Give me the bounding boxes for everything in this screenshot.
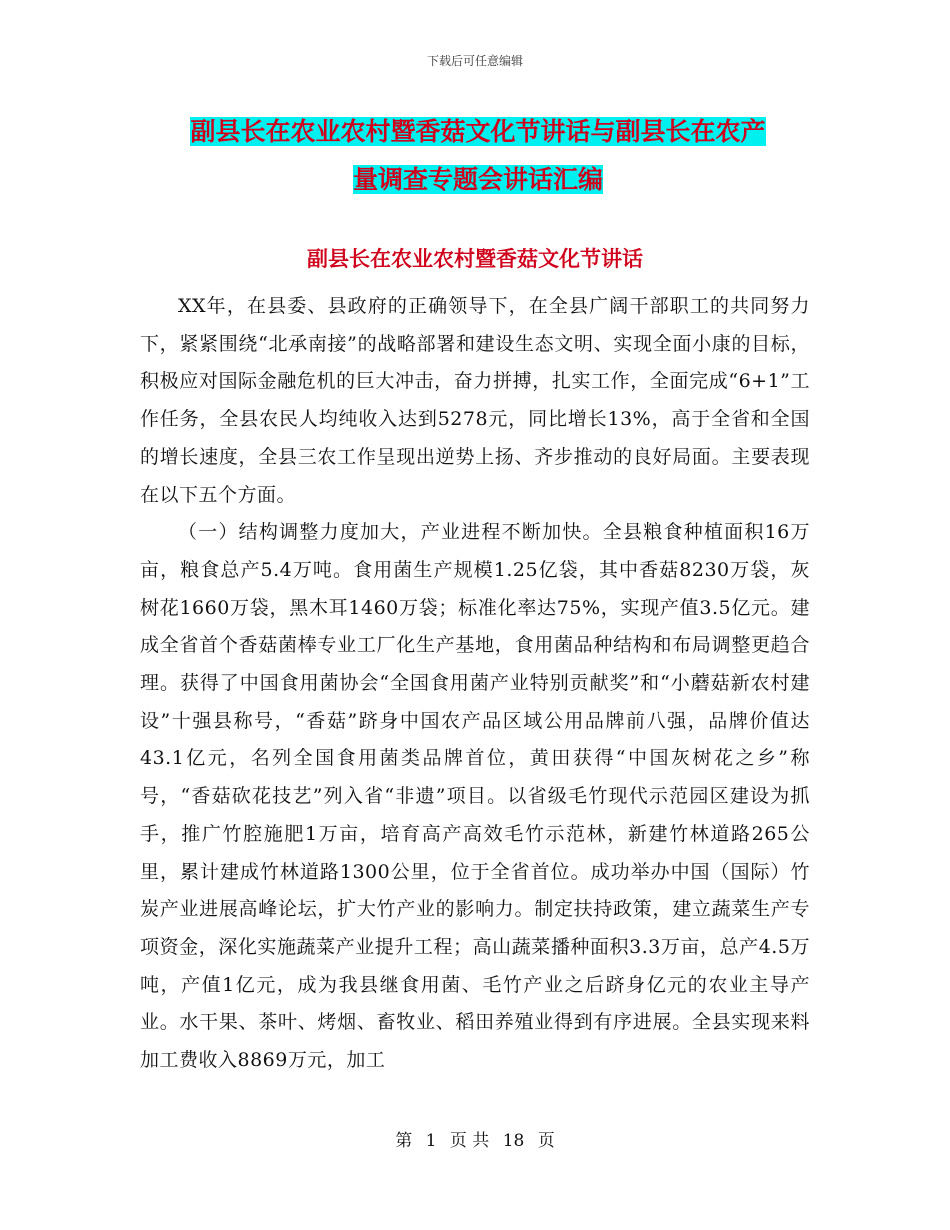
document-title-line-1: 副县长在农业农村暨香菇文化节讲话与副县长在农产: [190, 117, 766, 146]
document-title: [140, 108, 816, 204]
document-title-line-2: 量调查专题会讲话汇编: [352, 165, 603, 194]
footer-prefix: 第: [395, 1131, 413, 1151]
page-number: 1: [425, 1131, 437, 1151]
page-total: 18: [502, 1131, 525, 1151]
section-title: 副县长在农业农村暨香菇文化节讲话: [307, 247, 643, 271]
body-text: [140, 288, 810, 1080]
header-note: 下载后可任意编辑: [426, 54, 523, 68]
footer-middle: 页 共: [449, 1131, 490, 1151]
paragraph: （一）结构调整力度加大，产业进程不断加快。全县粮食种植面积16万亩，粮食总产5.4万吨。食用菌生产规模1.25亿袋，其中香菇8230万袋，灰树花1660万袋，黑木耳1460万袋；标准化率达75%，实现产值3.5亿元。建成全省首个香菇菌棒专业工厂化生产基地，食用菌品种结构和布局调整更趋合理。获得了中国食用菌协会“全国食用菌产业特别贡献奖”和“小蘑菇新农村建设”十强县称号，“香菇”跻身中国农产品区域公用品牌前八强，品牌价值达43.1亿元，名列全国食用菌类品牌首位，黄田获得“中国灰树花之乡”称号，“香菇砍花技艺”列入省“非遗”项目。以省级毛竹现代示范园区建设为抓手，推广竹腔施肥1万亩，培育高产高效毛竹示范林，新建竹林道路265公里，累计建成竹林道路1300公里，位于全省首位。成功举办中国（国际）竹炭产业进展高峰论坛，扩大竹产业的影响力。制定扶持政策，建立蔬菜生产专项资金，深化实施蔬菜产业提升工程；高山蔬菜播种面积3.3万亩，总产4.5万吨，产值1亿元，成为我县继食用菌、毛竹产业之后跻身亿元的农业主导产业。水干果、茶叶、烤烟、畜牧业、稻田养殖业得到有序进展。全县实现来料加工费收入8869万元，加工: [140, 521, 810, 1072]
page-footer: [0, 1126, 950, 1151]
paragraph: XX年，在县委、县政府的正确领导下，在全县广阔干部职工的共同努力下，紧紧围绕“北承南接”的战略部署和建设生态文明、实现全面小康的目标，积极应对国际金融危机的巨大冲击，奋力拼搏，扎实工作，全面完成“6+1”工作任务，全县农民人均纯收入达到5278元，同比增长13%，高于全省和全国的增长速度，全县三农工作呈现出逆势上扬、齐步推动的良好局面。主要表现在以下五个方面。: [140, 295, 810, 506]
footer-suffix: 页: [537, 1131, 555, 1151]
